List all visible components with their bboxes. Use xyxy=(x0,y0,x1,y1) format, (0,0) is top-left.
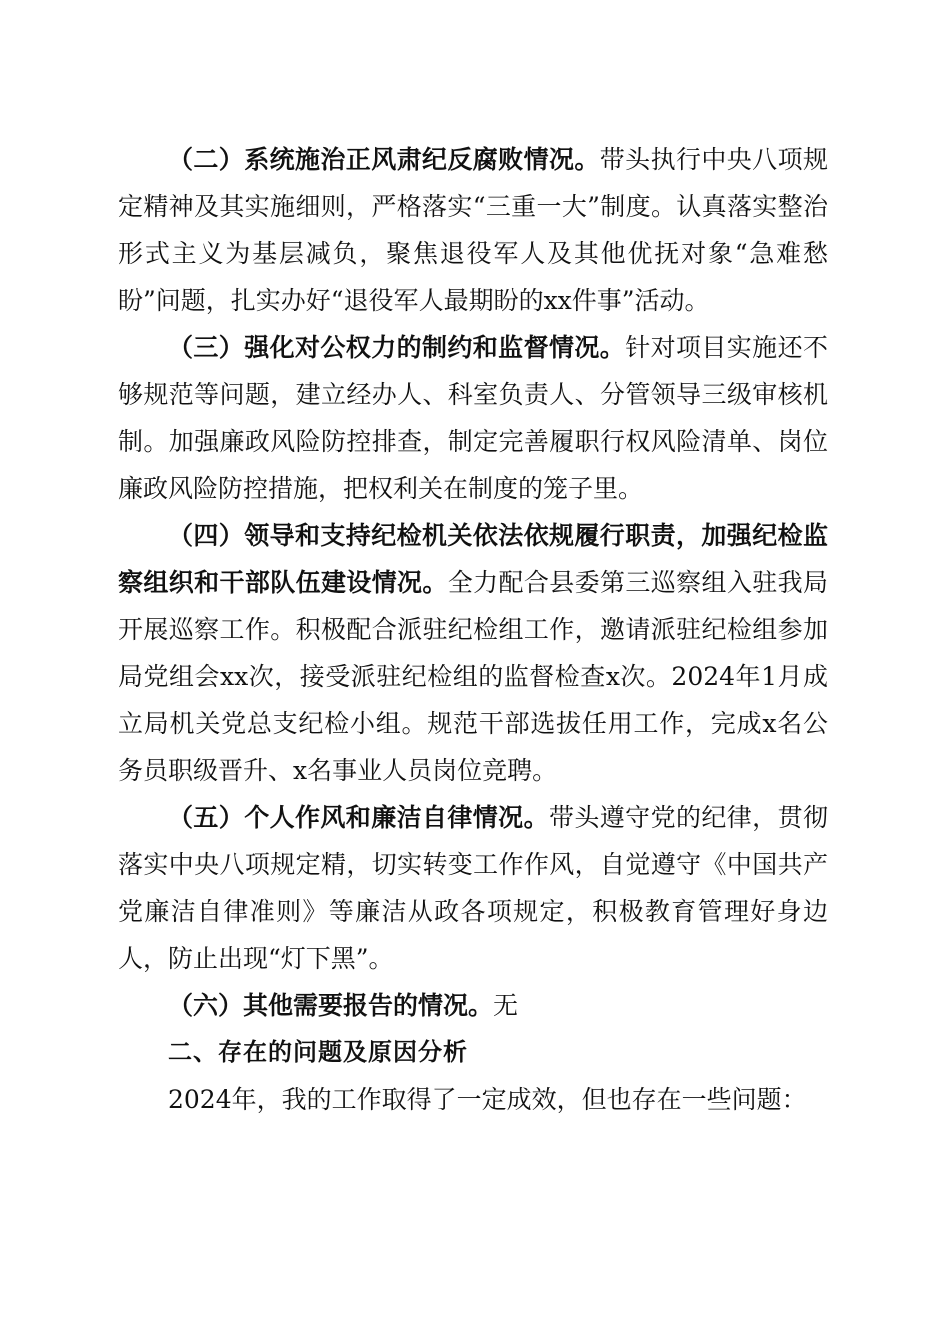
paragraph-body: 带头遵守党的纪律，贯彻落实中央八项规定精，切实转变工作作风，自觉遵守《中国共产党廉洁自律准则》等廉洁从政各项规定，积极教育管理好身边人，防止出现“灯下黑”。 xyxy=(118,803,828,973)
paragraph-body: 全力配合县委第三巡察组入驻我局开展巡察工作。积极配合派驻纪检组工作，邀请派驻纪检组参加局党组会xx次，接受派驻纪检组的监督检查x次。2024年1月成立局机关党总支纪检小组。规范干部选拔任用工作，完成x名公务员职级晋升、x名事业人员岗位竞聘。 xyxy=(118,568,828,785)
paragraph-item xyxy=(118,136,828,324)
paragraph-lead: （四）领导和支持纪检机关依法依规履行职责，加强纪检监察组织和干部队伍建设情况。 xyxy=(118,521,828,597)
paragraph-item xyxy=(118,324,828,512)
section-heading: 二、存在的问题及原因分析 xyxy=(168,1038,468,1066)
paragraph-item xyxy=(118,982,828,1029)
paragraph-body: 无 xyxy=(493,991,519,1020)
paragraph-body: 针对项目实施还不够规范等问题，建立经办人、科室负责人、分管领导三级审核机制。加强廉政风险防控排查，制定完善履职行权风险清单、岗位廉政风险防控措施，把权利关在制度的笼子里。 xyxy=(118,333,828,503)
paragraph-lead: （二）系统施治正风肃纪反腐败情况。 xyxy=(168,145,600,174)
paragraph-item xyxy=(118,512,828,794)
paragraph-body: 带头执行中央八项规定精神及其实施细则，严格落实“三重一大”制度。认真落实整治形式主义为基层减负，聚焦退役军人及其他优抚对象“急难愁盼”问题，扎实办好“退役军人最期盼的xx件事”活动。 xyxy=(118,145,828,315)
paragraph-lead: （三）强化对公权力的制约和监督情况。 xyxy=(168,333,626,362)
closing-paragraph: 2024年，我的工作取得了一定成效，但也存在一些问题： xyxy=(168,1085,807,1114)
paragraph-lead: （五）个人作风和廉洁自律情况。 xyxy=(168,803,549,832)
paragraph-lead: （六）其他需要报告的情况。 xyxy=(168,991,494,1020)
document-body xyxy=(118,136,828,1123)
paragraph-item xyxy=(118,794,828,982)
